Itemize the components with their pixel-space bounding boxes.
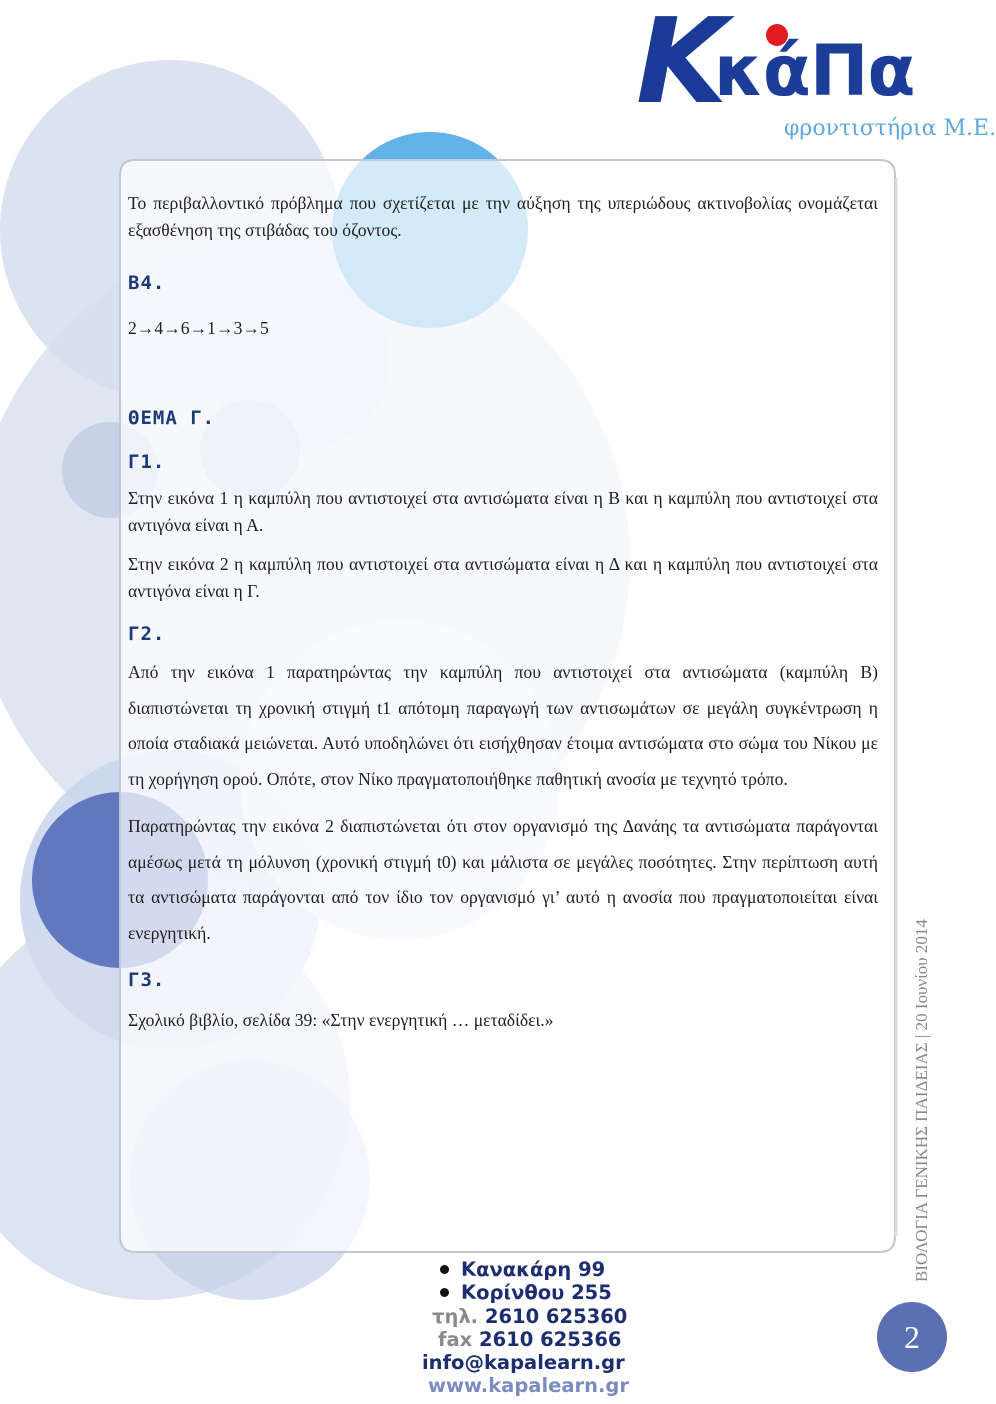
paragraph-g2-nikos: Από την εικόνα 1 παρατηρώντας την καμπύλη που αντιστοιχεί στα αντισώματα (καμπύλη Β) διαπιστώνεται τη χρονική στιγμή t1 απότομη παραγωγή των αντισωμάτων σε μεγάλη συγκέντρωση η οποία σταδιακά μειώνεται. Αυτό υποδηλώνει ότι εισήχθησαν έτοιμα αντισώματα στο σώμα του Νίκου με τη χορήγηση ορού. Οπότε, στον Νίκο πραγματοποιήθηκε παθητική ανοσία με τεχνητό τρόπο. [128, 662, 878, 789]
address-row-2 [418, 1281, 658, 1304]
paragraph-g1-image2: Στην εικόνα 2 η καμπύλη που αντιστοιχεί στα αντισώματα είναι η Δ και η καμπύλη που αντιστοιχεί στα αντιγόνα είναι η Γ. [128, 554, 878, 601]
website-link[interactable]: www.kapalearn.gr [428, 1374, 629, 1398]
page-number-badge: 2 [877, 1302, 947, 1372]
logo-subtitle: φροντιστήρια Μ.Ε. [784, 116, 996, 141]
bullet-icon [440, 1265, 449, 1274]
fax-label: fax [438, 1327, 473, 1351]
paragraph-g3-reference: Σχολικό βιβλίο, σελίδα 39: «Στην ενεργητική … μεταδίδει.» [128, 1010, 554, 1030]
phone-label: τηλ. [432, 1304, 479, 1328]
document-body [128, 190, 878, 1034]
heading-g1: Γ1. [128, 451, 166, 473]
bullet-icon [440, 1288, 449, 1297]
logo-brand: κάΠα [714, 30, 915, 112]
address-kanakari: Κανακάρη 99 [461, 1258, 606, 1281]
paragraph-ozone: Το περιβαλλοντικό πρόβλημα που σχετίζεται με την αύξηση της υπεριώδους ακτινοβολίας ονομάζεται εξασθένηση της στιβάδας του όζοντος. [128, 193, 878, 240]
fax-number: 2610 625366 [479, 1327, 622, 1351]
phone-number: 2610 625360 [484, 1304, 628, 1328]
contact-block [418, 1258, 658, 1398]
address-row-1 [418, 1258, 658, 1281]
vertical-footer-subject-date: ΒΙΟΛΟΓΙΑ ΓΕΝΙΚΗΣ ΠΑΙΔΕΙΑΣ | 20 Ιουνίου 2014 [912, 919, 931, 1282]
answer-sequence: 2→4→6→1→3→5 [128, 318, 269, 338]
address-korinthou: Κορίνθου 255 [461, 1281, 612, 1305]
heading-b4: Β4. [128, 272, 166, 294]
email-link[interactable]: info@kapalearn.gr [422, 1351, 625, 1375]
heading-g3: Γ3. [128, 969, 166, 991]
heading-thema-g: ΘΕΜΑ Γ. [128, 407, 216, 429]
logo-k-letter: K [636, 0, 728, 130]
heading-g2: Γ2. [128, 623, 166, 645]
kapa-logo [636, 0, 996, 160]
paragraph-g2-danai: Παρατηρώντας την εικόνα 2 διαπιστώνεται ότι στον οργανισμό της Δανάης τα αντισώματα παράγονται αμέσως μετά τη μόλυνση (χρονική στιγμή t0) και μάλιστα σε μεγάλες ποσότητες. Στην περίπτωση αυτή τα αντισώματα παράγονται από τον ίδιο τον οργανισμό γι’ αυτό η ανοσία που πραγματοποιείται είναι ενεργητική. [128, 816, 878, 943]
phone-row [418, 1305, 658, 1328]
fax-row [418, 1328, 658, 1351]
paragraph-g1-image1: Στην εικόνα 1 η καμπύλη που αντιστοιχεί στα αντισώματα είναι η Β και η καμπύλη που αντιστοιχεί στα αντιγόνα είναι η Α. [128, 488, 878, 535]
